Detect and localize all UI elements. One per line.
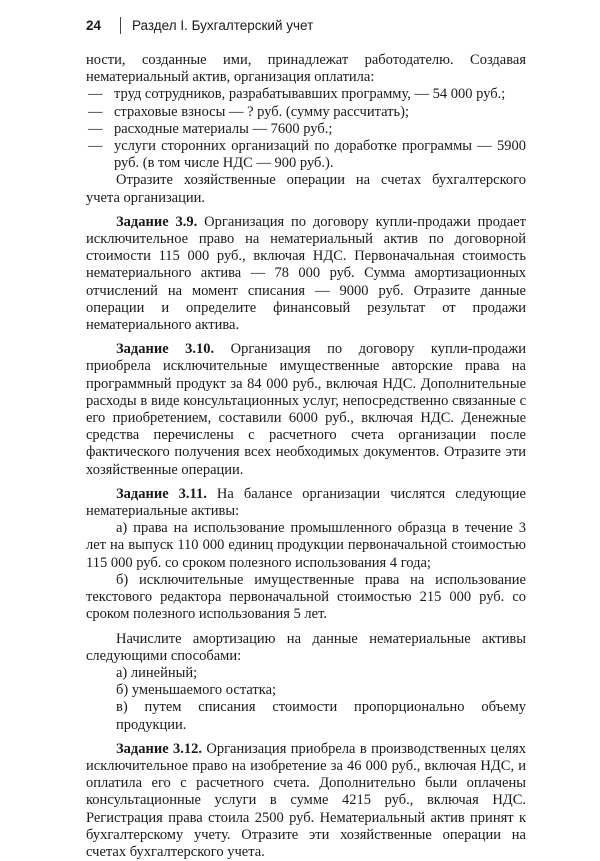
page-number: 24 [86, 18, 102, 33]
task-3-12 [86, 741, 526, 861]
dash-marker: — [88, 86, 103, 103]
task-label: Задание 3.12. [116, 740, 203, 757]
task-3-11-methods-intro: Начислите амортизацию на данные нематериальные активы следующими способами: [86, 630, 526, 664]
task-text: Организация по договору купли-продажи продает исключительное право на нематериальный актив по договорной стоимости 115 000 руб., включая НДС. Первоначальная стоимость нематериального актива — 78 000 руб. Сумма амортизационных отчислений на момент списания — 9000 руб. Отразите данные операции и определите финансовый результат от продажи нематериального актива. [86, 213, 526, 334]
intro-closing: Отразите хозяйственные операции на счетах бухгалтерского учета организации. [86, 172, 526, 206]
task-label: Задание 3.10. [116, 341, 215, 358]
list-item-text: услуги сторонних организаций по доработке программы — 5900 руб. (в том числе НДС — 900 руб.). [114, 138, 526, 172]
dash-marker: — [88, 103, 103, 120]
list-item [86, 138, 526, 172]
list-item-text: страховые взносы — ? руб. (сумму рассчитать); [114, 103, 409, 120]
task-text: Организация приобрела в производственных целях исключительное право на изобретение за 46 000 руб., включая НДС, и оплатила его с расчетного счета. Дополнительно были оплачены консультационные услуги в сумме 4215 руб., включая НДС. Регистрация права стоила 2500 руб. Нематериальный актив принят к бухгалтерскому учету. Отразите эти хозяйственные операции на счетах бухгалтерского учета. [86, 740, 526, 860]
list-item [86, 121, 526, 138]
header-divider [120, 17, 121, 34]
method-item: а) линейный; [116, 664, 198, 681]
method-item: б) уменьшаемого остатка; [116, 682, 277, 699]
task-text: Организация по договору купли-продажи приобрела исключительные имущественные авторские права на программный продукт за 84 000 руб., включая НДС. Дополнительные расходы в виде консультационных услуг, непосредственно связанные с его приобретением, составили 6000 руб., включая НДС. Денежные средства перечислены с расчетного счета организации после фактического получения всех необходимых документов. Отразите эти хозяйственные операции. [86, 341, 526, 478]
intro-lead: ности, созданные ими, принадлежат работодателю. Создавая нематериальный актив, организация оплатила: [86, 52, 526, 86]
task-3-9 [86, 214, 526, 334]
task-3-11-item-b: б) исключительные имущественные права на использование текстового редактора первоначальной стоимостью 215 000 руб. со сроком полезного использования 5 лет. [86, 571, 526, 623]
list-item [86, 104, 526, 121]
section-title: Раздел I. Бухгалтерский учет [132, 18, 314, 33]
running-header [86, 18, 536, 38]
method-item: в) путем списания стоимости пропорционально объему продукции. [116, 699, 526, 733]
list-item-text: расходные материалы — 7600 руб.; [114, 120, 333, 137]
task-3-11 [86, 486, 526, 520]
task-label: Задание 3.11. [116, 485, 207, 502]
dash-marker: — [88, 120, 103, 137]
page-body [86, 52, 526, 861]
task-3-11-item-a: а) права на использование промышленного образца в течение 3 лет на выпуск 110 000 единиц продукции первоначальной стоимостью 115 000 руб. со сроком полезного использования 4 года; [86, 520, 526, 571]
task-label: Задание 3.9. [116, 213, 198, 230]
list-item [86, 86, 526, 103]
dash-marker: — [88, 138, 103, 155]
task-3-10 [86, 341, 526, 479]
task-text: На балансе организации числятся следующие нематериальные активы: [86, 485, 526, 520]
list-item-text: труд сотрудников, разрабатывавших программу, — 54 000 руб.; [114, 86, 506, 103]
